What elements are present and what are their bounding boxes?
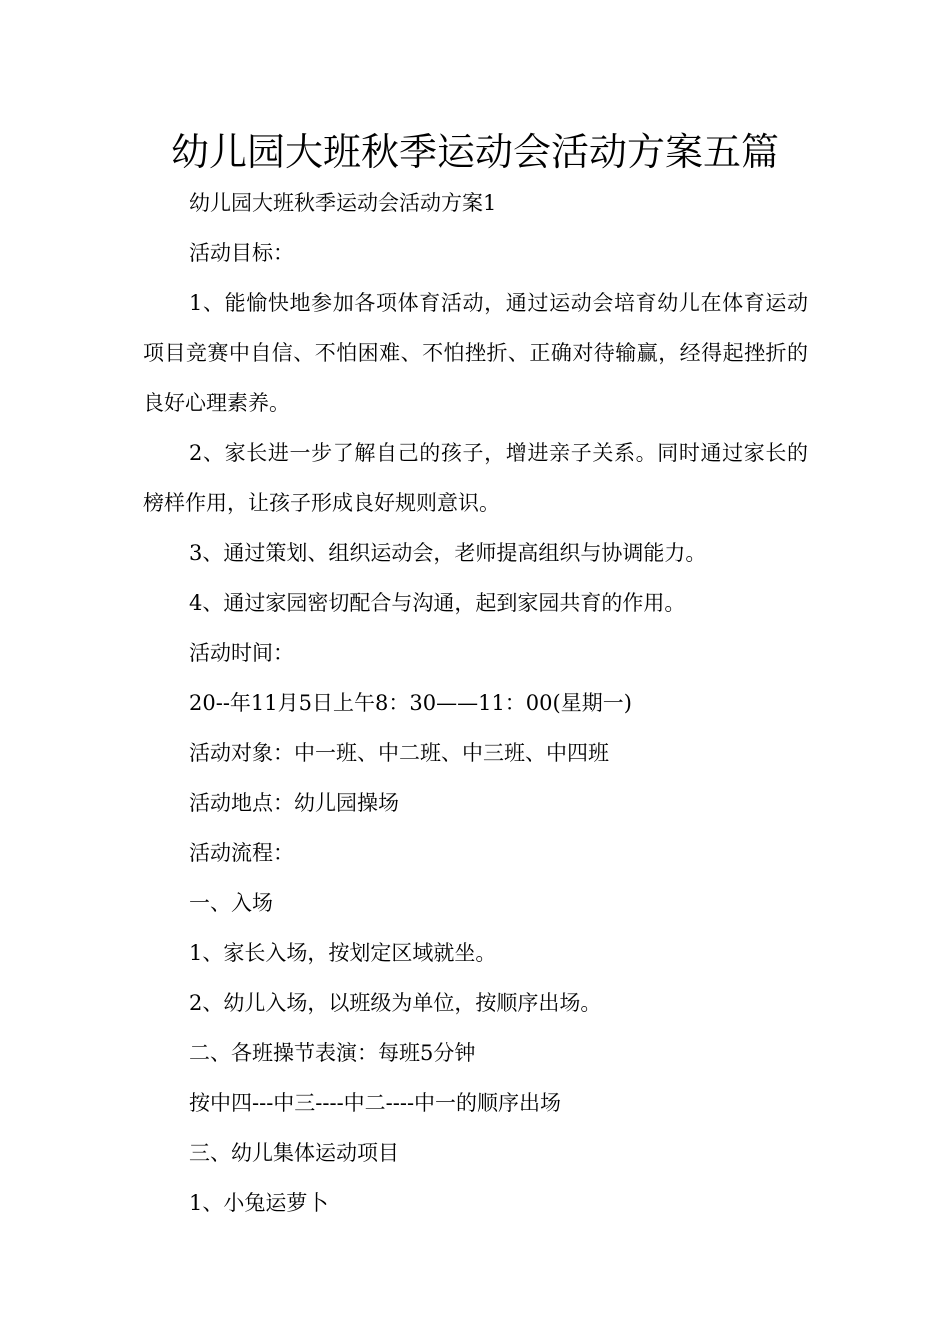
- document-body: [143, 178, 808, 1228]
- paragraph-location: 活动地点：幼儿园操场: [189, 791, 399, 815]
- paragraph-goal-3: 3、通过策划、组织运动会，老师提高组织与协调能力。: [189, 541, 707, 565]
- paragraph-goal-1: 1、能愉快地参加各项体育活动，通过运动会培育幼儿在体育运动项目竞赛中自信、不怕困难、不怕挫折、正确对待输赢，经得起挫折的良好心理素养。: [143, 291, 808, 415]
- paragraph-event-1: 1、小兔运萝卜: [189, 1191, 329, 1215]
- paragraph-exercise-order: 按中四---中三----中二----中一的顺序出场: [189, 1091, 562, 1115]
- paragraph-section-entrance: 一、入场: [189, 891, 273, 915]
- paragraph-section-group-events: 三、幼儿集体运动项目: [189, 1141, 399, 1165]
- paragraph-audience: 活动对象：中一班、中二班、中三班、中四班: [189, 741, 609, 765]
- paragraph-goals-label: 活动目标：: [189, 241, 294, 265]
- paragraph-section-exercises: 二、各班操节表演：每班5分钟: [189, 1041, 476, 1065]
- paragraph-time-value: 20--年11月5日上午8：30——11：00(星期一): [189, 691, 632, 715]
- paragraph-entrance-parents: 1、家长入场，按划定区域就坐。: [189, 941, 497, 965]
- paragraph-goal-4: 4、通过家园密切配合与沟通，起到家园共育的作用。: [189, 591, 686, 615]
- paragraph-plan-heading: 幼儿园大班秋季运动会活动方案1: [189, 191, 497, 215]
- paragraph-time-label: 活动时间：: [189, 641, 294, 665]
- paragraph-process-label: 活动流程：: [189, 841, 294, 865]
- document-title: 幼儿园大班秋季运动会活动方案五篇: [170, 130, 779, 174]
- paragraph-goal-2: 2、家长进一步了解自己的孩子，增进亲子关系。同时通过家长的榜样作用，让孩子形成良好规则意识。: [143, 441, 808, 515]
- paragraph-entrance-children: 2、幼儿入场，以班级为单位，按顺序出场。: [189, 991, 602, 1015]
